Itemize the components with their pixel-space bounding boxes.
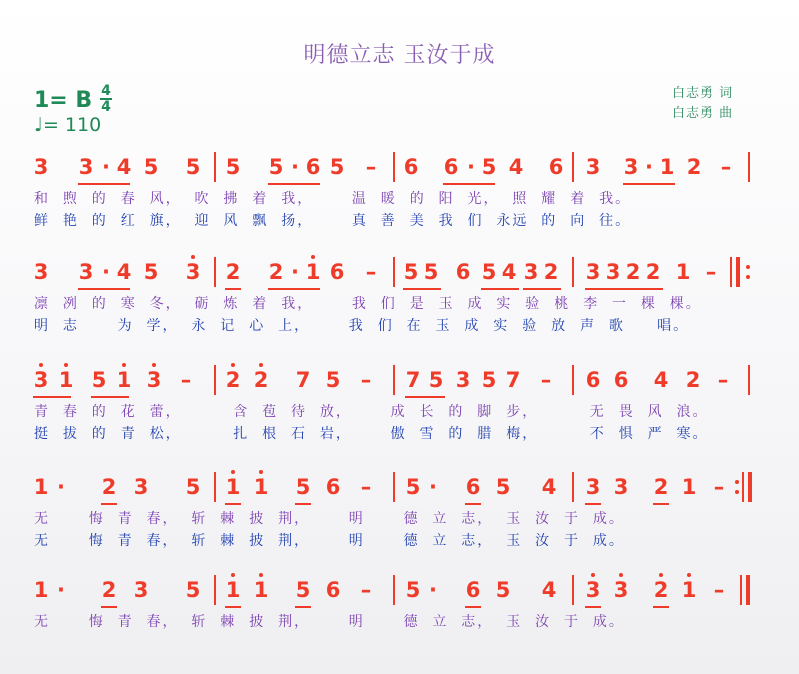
note: 4 xyxy=(501,260,517,284)
bar-line xyxy=(740,575,742,605)
lyric-verse-1: 和 煦 的 春 风， 吹 拂 着 我， 温 暖 的 阳 光， 照 耀 着 我。 xyxy=(34,191,632,207)
note: – xyxy=(365,155,377,179)
note: 1 xyxy=(250,573,272,607)
note: 1 xyxy=(33,475,49,499)
note: 7 xyxy=(295,368,311,392)
note: 1 xyxy=(33,578,49,602)
note: 2 xyxy=(250,363,272,397)
note: 2 xyxy=(650,573,672,607)
note: 2 xyxy=(225,260,241,284)
note: 5 xyxy=(185,155,201,179)
bar-line xyxy=(748,472,752,502)
note: 6 xyxy=(585,368,601,392)
note: 3 xyxy=(133,475,149,499)
beam-underline xyxy=(481,288,519,290)
note: 3 xyxy=(78,260,94,284)
note: 3 xyxy=(143,363,165,397)
note: 3 xyxy=(78,155,94,179)
lyric-verse-1: 青 春 的 花 蕾， 含 苞 待 放， 成 长 的 脚 步， 无 畏 风 浪。 xyxy=(34,404,709,420)
lyric-verse-2: 明 志 为 学， 永 记 心 上， 我 们 在 玉 成 实 验 放 声 歌 唱。 xyxy=(34,318,690,334)
note: 3 xyxy=(610,573,632,607)
bar-line xyxy=(572,575,574,605)
note: 5 xyxy=(225,155,241,179)
beam-underline xyxy=(623,183,675,185)
bar-line xyxy=(748,365,750,395)
bar-line xyxy=(736,257,740,287)
note: 5 xyxy=(185,475,201,499)
bar-line xyxy=(214,152,216,182)
notation-line xyxy=(0,150,799,184)
bar-line xyxy=(742,472,744,502)
meter-bottom: 4 xyxy=(101,99,111,115)
note: 5 xyxy=(268,155,284,179)
bar-line xyxy=(214,257,216,287)
beam-underline xyxy=(585,288,663,290)
bar-line xyxy=(393,575,395,605)
note: 3 xyxy=(585,475,601,499)
note: · xyxy=(102,260,110,284)
note: 5 xyxy=(495,475,511,499)
note: 2 xyxy=(268,260,284,284)
note: 5 xyxy=(428,368,444,392)
beam-underline xyxy=(585,606,601,608)
note: 3 xyxy=(523,260,539,284)
bar-line xyxy=(393,257,395,287)
lyricist-credit: 白志勇 词 xyxy=(672,86,734,101)
note: 6 xyxy=(329,260,345,284)
note: 5 xyxy=(423,260,439,284)
note: 1 xyxy=(675,260,691,284)
note: 1 xyxy=(678,573,700,607)
note: 2 xyxy=(685,368,701,392)
beam-underline xyxy=(78,183,130,185)
note: 6 xyxy=(465,475,481,499)
note: 6 xyxy=(465,578,481,602)
beam-underline xyxy=(295,606,311,608)
note: 2 xyxy=(101,578,117,602)
note: 5 xyxy=(481,260,497,284)
key-signature: 1= B xyxy=(34,88,93,113)
note: 5 xyxy=(405,578,421,602)
beam-underline xyxy=(443,183,495,185)
note: · xyxy=(467,155,475,179)
note: 4 xyxy=(116,260,132,284)
notation-line xyxy=(0,470,799,504)
note: 7 xyxy=(405,368,421,392)
lyric-verse-1: 凛 冽 的 寒 冬， 砺 炼 着 我， 我 们 是 玉 成 实 验 桃 李 一 棵 棵。 xyxy=(34,296,702,312)
beam-underline xyxy=(78,288,130,290)
note: 3 xyxy=(33,155,49,179)
repeat-sign xyxy=(735,480,739,494)
note: · xyxy=(645,155,653,179)
note: 4 xyxy=(541,475,557,499)
beam-underline xyxy=(585,503,601,505)
bar-line xyxy=(214,472,216,502)
note: 3 xyxy=(623,155,639,179)
lyric-verse-2: 挺 拔 的 青 松， 扎 根 石 岩， 傲 雪 的 腊 梅， 不 惧 严 寒。 xyxy=(34,426,709,442)
note: 5 xyxy=(495,578,511,602)
note: 1 xyxy=(55,363,77,397)
note: 5 xyxy=(403,260,419,284)
note: 5 xyxy=(295,475,311,499)
note: 6 xyxy=(325,475,341,499)
beam-underline xyxy=(101,606,117,608)
note: 2 xyxy=(625,260,641,284)
note: · xyxy=(57,475,65,499)
bar-line xyxy=(393,365,395,395)
beam-underline xyxy=(523,288,561,290)
note: 3 xyxy=(33,260,49,284)
lyric-verse-2: 无 悔 青 春， 斩 棘 披 荆， 明 德 立 志， 玉 汝 于 成。 xyxy=(34,533,625,549)
note: 5 xyxy=(481,368,497,392)
note: 6 xyxy=(305,155,321,179)
note: – xyxy=(717,368,729,392)
note: · xyxy=(429,578,437,602)
note: – xyxy=(540,368,552,392)
note: – xyxy=(360,578,372,602)
beam-underline xyxy=(91,396,129,398)
note: 3 xyxy=(455,368,471,392)
note: 2 xyxy=(653,475,669,499)
note: · xyxy=(291,155,299,179)
beam-underline xyxy=(653,606,669,608)
composer-credit: 白志勇 曲 xyxy=(672,106,734,121)
note: 4 xyxy=(116,155,132,179)
note: 6 xyxy=(443,155,459,179)
note: – xyxy=(713,475,725,499)
note: 3 xyxy=(585,155,601,179)
note: – xyxy=(360,368,372,392)
note: 6 xyxy=(325,578,341,602)
repeat-sign xyxy=(746,265,750,279)
lyric-verse-1: 无 悔 青 春， 斩 棘 披 荆， 明 德 立 志， 玉 汝 于 成。 xyxy=(34,614,625,630)
beam-underline xyxy=(268,183,320,185)
note: 3 xyxy=(30,363,52,397)
note: 2 xyxy=(686,155,702,179)
beam-underline xyxy=(225,606,241,608)
note: 5 xyxy=(185,578,201,602)
meter-top: 4 xyxy=(101,83,111,99)
note: – xyxy=(720,155,732,179)
note: – xyxy=(360,475,372,499)
bar-line xyxy=(746,575,750,605)
note: 6 xyxy=(548,155,564,179)
bar-line xyxy=(214,365,216,395)
note: 1 xyxy=(659,155,675,179)
note: 4 xyxy=(508,155,524,179)
notation-line xyxy=(0,255,799,289)
note: 5 xyxy=(91,368,107,392)
note: 5 xyxy=(143,260,159,284)
note: 5 xyxy=(405,475,421,499)
beam-underline xyxy=(33,396,71,398)
note: 3 xyxy=(613,475,629,499)
notation-line xyxy=(0,363,799,397)
beam-underline xyxy=(403,288,441,290)
note: 5 xyxy=(329,155,345,179)
bar-line xyxy=(572,365,574,395)
time-signature xyxy=(100,84,112,114)
note: 7 xyxy=(505,368,521,392)
bar-line xyxy=(572,152,574,182)
bar-line xyxy=(572,472,574,502)
note: – xyxy=(713,578,725,602)
beam-underline xyxy=(405,396,445,398)
note: 2 xyxy=(645,260,661,284)
note: 1 xyxy=(113,363,135,397)
note: 3 xyxy=(605,260,621,284)
note: 1 xyxy=(681,475,697,499)
bar-line xyxy=(572,257,574,287)
note: 3 xyxy=(133,578,149,602)
note: 1 xyxy=(222,470,244,504)
beam-underline xyxy=(225,288,241,290)
note: 6 xyxy=(455,260,471,284)
beam-underline xyxy=(465,606,481,608)
note: 2 xyxy=(543,260,559,284)
beam-underline xyxy=(101,503,117,505)
lyric-verse-2: 鲜 艳 的 红 旗， 迎 风 飘 扬， 真 善 美 我 们 永远 的 向 往。 xyxy=(34,213,632,229)
note: 2 xyxy=(101,475,117,499)
tempo-marking: ♩= 110 xyxy=(34,114,102,136)
bar-line xyxy=(393,152,395,182)
beam-underline xyxy=(225,503,241,505)
note: 5 xyxy=(143,155,159,179)
note: 1 xyxy=(250,470,272,504)
beam-underline xyxy=(465,503,481,505)
note: 2 xyxy=(222,363,244,397)
note: 5 xyxy=(295,578,311,602)
beam-underline xyxy=(268,288,320,290)
note: 1 xyxy=(302,255,324,289)
note: 4 xyxy=(541,578,557,602)
note: – xyxy=(705,260,717,284)
note: 3 xyxy=(582,573,604,607)
note: 6 xyxy=(403,155,419,179)
note: – xyxy=(180,368,192,392)
note: · xyxy=(102,155,110,179)
note: 3 xyxy=(182,255,204,289)
bar-line xyxy=(214,575,216,605)
note: – xyxy=(365,260,377,284)
song-title: 明德立志 玉汝于成 xyxy=(303,43,496,68)
note: 4 xyxy=(653,368,669,392)
note: 5 xyxy=(481,155,497,179)
note: 5 xyxy=(325,368,341,392)
note: 3 xyxy=(585,260,601,284)
notation-line xyxy=(0,573,799,607)
bar-line xyxy=(730,257,732,287)
note: · xyxy=(429,475,437,499)
bar-line xyxy=(748,152,750,182)
note: · xyxy=(291,260,299,284)
note: 6 xyxy=(613,368,629,392)
bar-line xyxy=(393,472,395,502)
beam-underline xyxy=(653,503,669,505)
note: · xyxy=(57,578,65,602)
note: 1 xyxy=(222,573,244,607)
lyric-verse-1: 无 悔 青 春， 斩 棘 披 荆， 明 德 立 志， 玉 汝 于 成。 xyxy=(34,511,625,527)
beam-underline xyxy=(295,503,311,505)
